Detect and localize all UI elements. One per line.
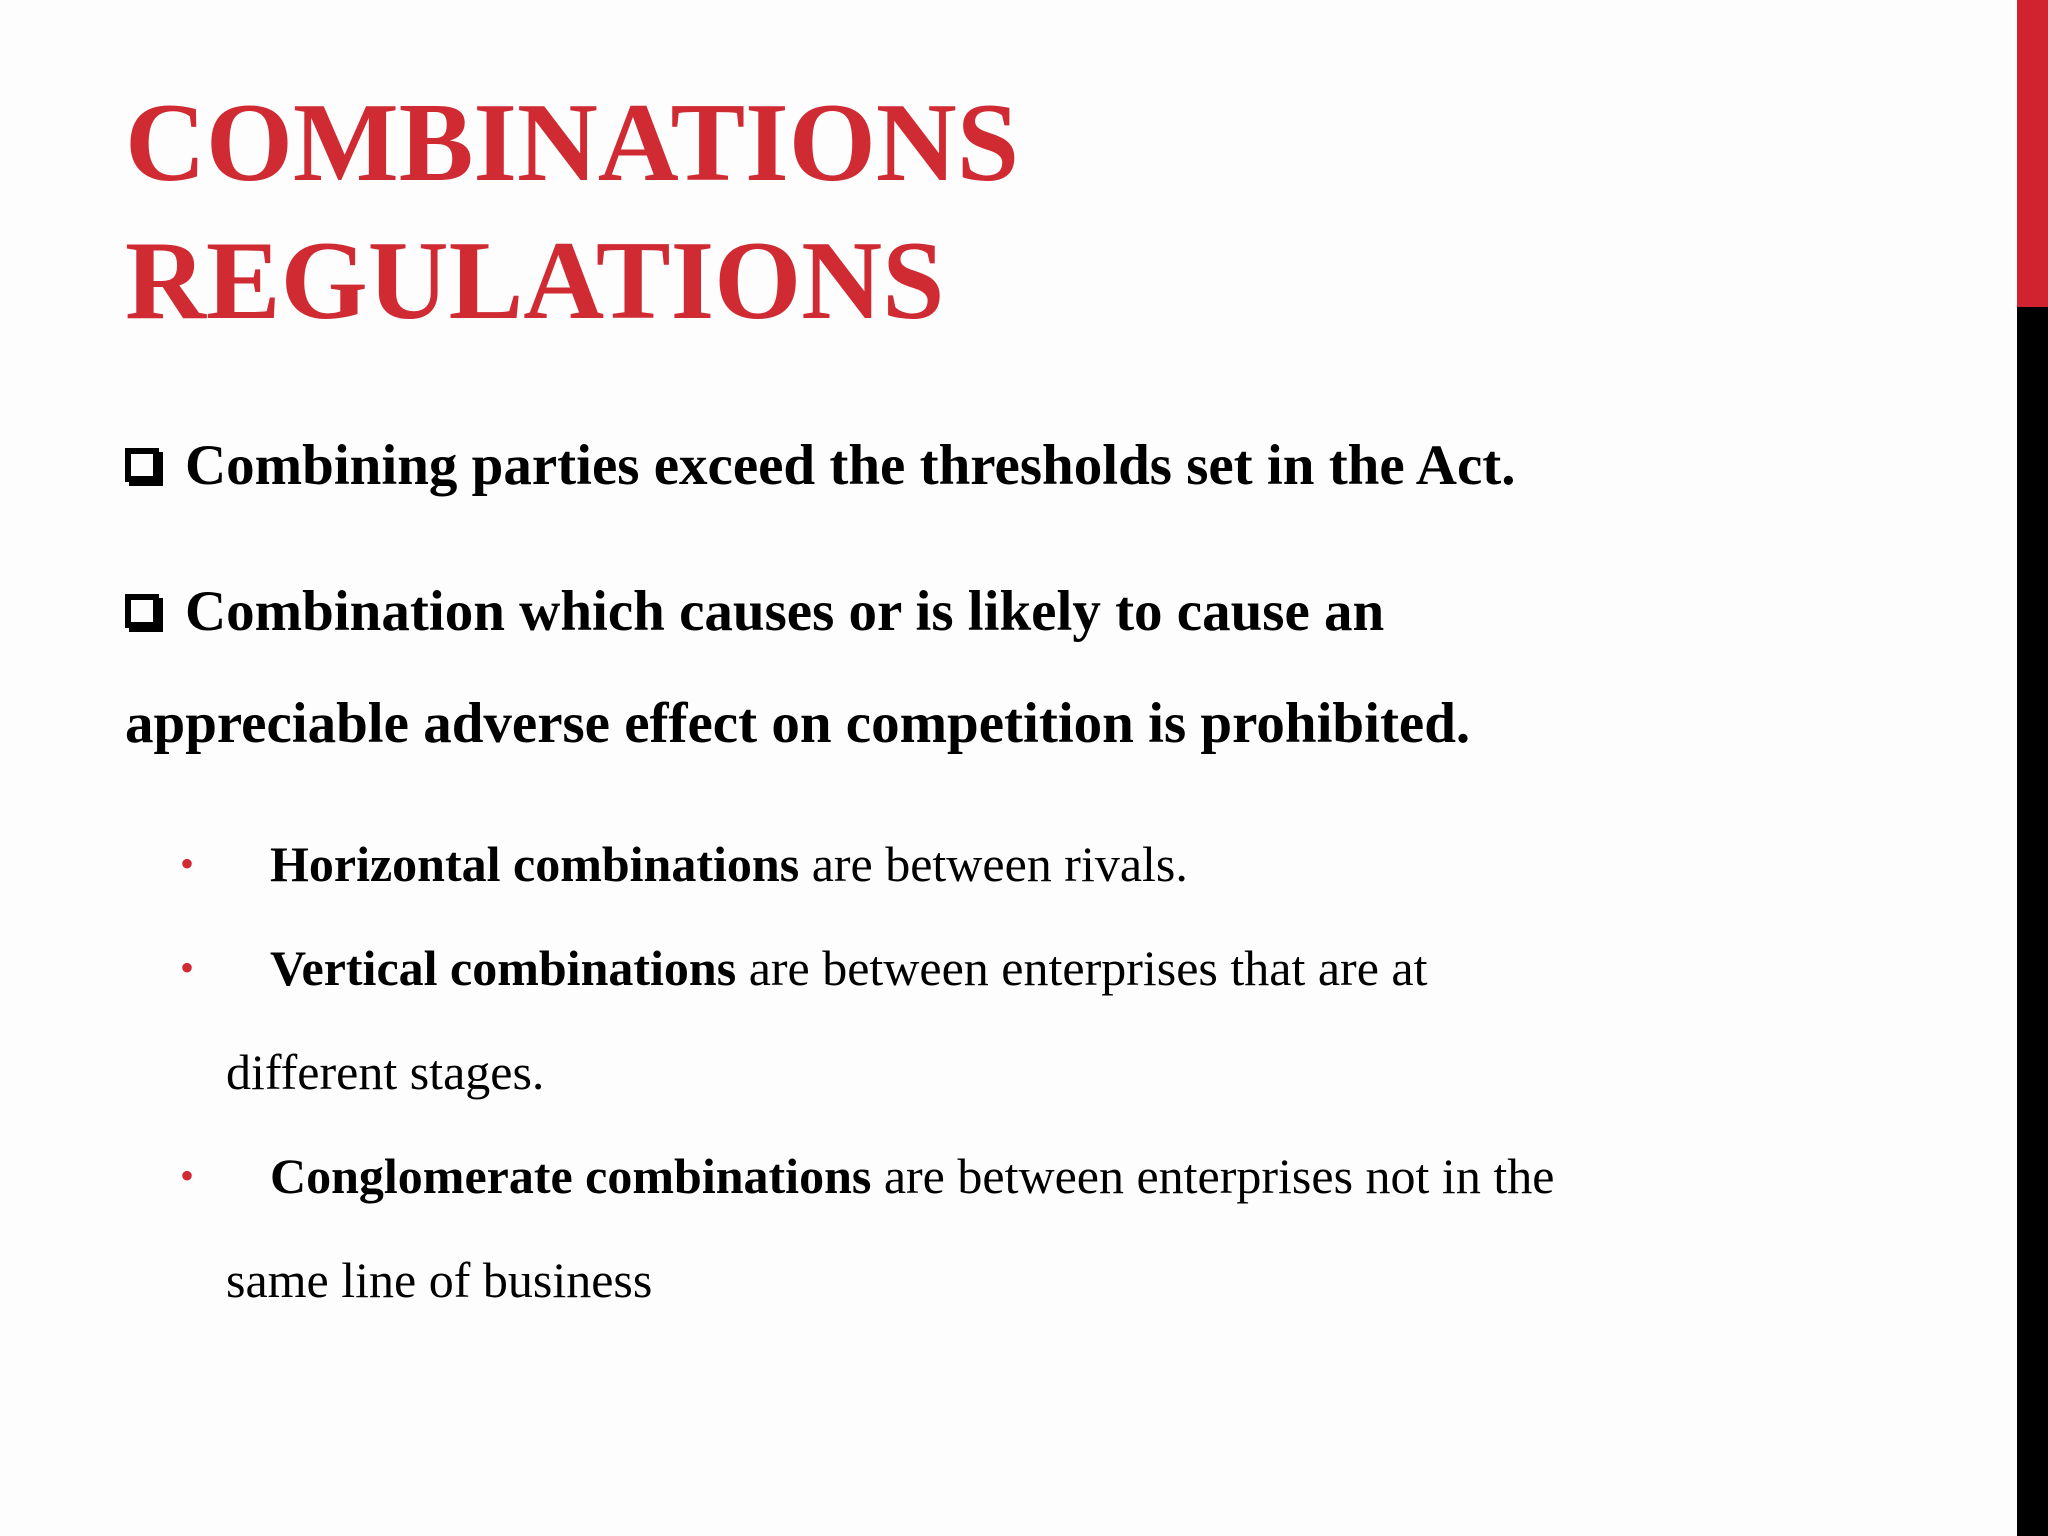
sub-point-text: are between rivals. <box>799 836 1188 892</box>
sub-points-list <box>180 812 1780 1332</box>
main-points <box>125 410 1925 780</box>
accent-bar-red-segment <box>2017 0 2048 307</box>
sub-point-bold: Conglomerate combinations <box>270 1148 872 1204</box>
main-point-2-line-1: Combination which causes or is likely to cause an <box>185 580 1385 643</box>
main-point-1 <box>125 410 1925 522</box>
main-point-2 <box>125 556 1925 668</box>
main-point-2-continuation <box>125 668 1925 780</box>
list-item <box>180 812 1780 916</box>
list-item-continuation <box>180 1228 1780 1332</box>
bullet-icon: • <box>180 945 195 990</box>
main-point-2-line-2: appreciable adverse effect on competition is prohibited. <box>125 692 1471 755</box>
main-point-1-text: Combining parties exceed the thresholds set in the Act. <box>185 434 1516 497</box>
slide-title <box>125 74 1925 350</box>
list-item-continuation <box>180 1020 1780 1124</box>
sub-point-bold: Horizontal combinations <box>270 836 800 892</box>
list-item <box>180 1124 1780 1228</box>
accent-bar <box>2017 0 2048 1536</box>
sub-point-text: are between enterprises that are at <box>736 940 1428 996</box>
sub-point-text: are between enterprises not in the <box>871 1148 1555 1204</box>
sub-point-continuation: same line of business <box>226 1252 653 1308</box>
title-line-1: COMBINATIONS <box>125 81 1020 205</box>
bullet-icon: • <box>180 1153 195 1198</box>
sub-point-continuation: different stages. <box>226 1044 545 1100</box>
checkbox-square-icon <box>125 448 159 482</box>
list-item <box>180 916 1780 1020</box>
bullet-icon: • <box>180 841 195 886</box>
sub-point-bold: Vertical combinations <box>270 940 737 996</box>
checkbox-square-icon <box>125 594 159 628</box>
title-line-2: REGULATIONS <box>125 219 945 343</box>
